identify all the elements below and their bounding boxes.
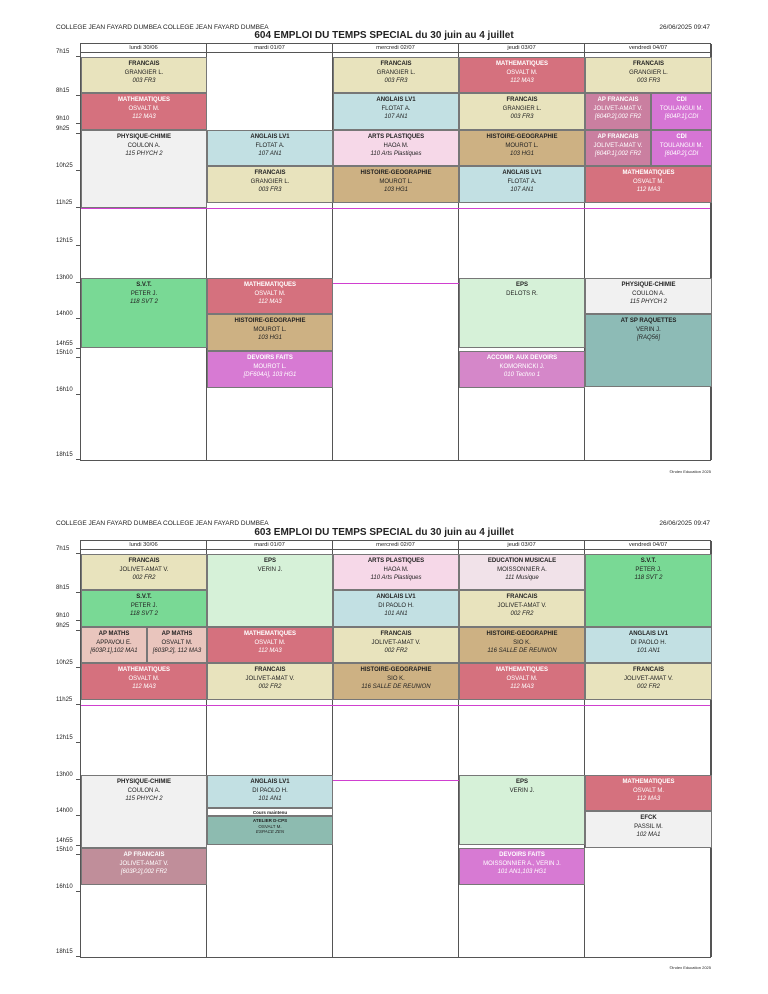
lesson-subject: CDI [676,97,687,103]
lesson-teacher: JOLIVET-AMAT V. [497,602,547,609]
lesson-cell[interactable] [333,130,459,166]
time-tick [76,245,80,246]
lesson-cell[interactable] [459,627,585,663]
lesson-teacher: PASSIL M. [634,823,663,830]
day-header: vendredi 04/07 [585,541,712,550]
lesson-subject: MATHEMATIQUES [622,170,675,176]
lesson-room: 002 FR2 [510,611,534,617]
lesson-cell[interactable] [207,314,333,351]
lesson-room: 112 MA3 [510,78,534,84]
school-name: COLLEGE JEAN FAYARD DUMBEA COLLEGE JEAN FAYARD DUMBEA [56,520,269,527]
page-title: 603 EMPLOI DU TEMPS SPECIAL du 30 juin au 4 juillet [254,527,514,538]
lesson-room: 107 AN1 [258,151,282,157]
lesson-cell[interactable] [333,93,459,130]
lesson-cell[interactable] [585,627,712,663]
time-label: 14h55 [56,838,73,844]
lesson-subject: ACCOMP. AUX DEVOIRS [486,355,558,361]
lesson-room: 115 PHYCH 2 [125,796,163,802]
lesson-cell[interactable] [333,554,459,590]
lesson-teacher: VERIN J. [509,787,535,794]
time-tick [76,630,80,631]
lesson-room: 003 FR3 [258,187,282,193]
day-header: jeudi 03/07 [459,541,585,550]
lesson-subject: ARTS PLASTIQUES [367,134,425,140]
lesson-teacher: GRANGIER L. [124,69,164,76]
lesson-room: 116 SALLE DE REUNION [487,648,557,654]
lesson-subject: AP FRANCAIS [123,852,165,858]
lesson-teacher: FLOTAT A. [255,142,285,149]
time-label: 9h25 [56,623,70,629]
lesson-subject: PHYSIQUE-CHIMIE [116,134,171,140]
lesson-room: 002 FR2 [132,575,156,581]
lesson-cell[interactable] [459,166,585,203]
lesson-room: ESPACE ZEN [255,829,285,834]
time-tick [76,394,80,395]
lesson-cell[interactable] [585,811,712,848]
lesson-subject: ANGLAIS LV1 [250,134,290,140]
timetable-grid [80,43,711,461]
lesson-teacher: COULON A. [632,290,665,297]
lesson-cell[interactable] [585,57,712,93]
lesson-teacher: DELOTS R. [506,290,538,297]
lesson-cell[interactable] [81,57,207,93]
lesson-teacher: GRANGIER L. [629,69,668,76]
lesson-teacher: APPAVOU E. [96,639,132,646]
lesson-subject: AT SP RAQUETTES [620,318,677,324]
lesson-cell[interactable] [459,130,585,166]
day-column [207,53,333,460]
lesson-teacher: DI PAOLO H. [630,639,667,646]
lesson-room: 002 FR2 [384,648,408,654]
lesson-teacher: OSVALT M. [128,105,160,112]
lesson-room: [604P.2],002 FR2 [594,114,642,120]
time-tick [76,459,80,460]
lesson-cell[interactable] [207,816,333,845]
lesson-room: [604P.1],002 FR2 [594,151,642,157]
lesson-room: 101 AN1,103 HG1 [497,869,547,875]
lesson-teacher: SIO K. [387,675,405,682]
time-label: 7h15 [56,49,70,55]
lesson-teacher: MOUROT L. [253,363,287,370]
lesson-cell[interactable] [585,663,712,700]
lesson-teacher: PETER J. [130,290,158,297]
timetable-grid [80,540,711,958]
time-tick [76,891,80,892]
lesson-room: 118 SVT 2 [634,575,663,581]
lesson-cell[interactable] [459,278,585,348]
lesson-teacher: JOLIVET-AMAT V. [624,675,673,682]
lesson-subject: HISTOIRE-GEOGRAPHIE [234,318,306,324]
lesson-cell[interactable] [207,775,333,808]
time-label: 7h15 [56,546,70,552]
lesson-cell[interactable] [651,93,712,130]
lesson-teacher: MOUROT L. [505,142,539,149]
time-tick [76,123,80,124]
time-label: 15h10 [56,847,73,853]
lesson-subject: FRANCAIS [380,631,412,637]
lesson-cell[interactable] [207,166,333,203]
lesson-subject: EFCK [640,815,657,821]
lesson-teacher: OSVALT M. [254,290,286,297]
lesson-subject: EPS [515,282,528,288]
time-label: 9h25 [56,126,70,132]
time-label: 14h00 [56,311,73,317]
lesson-subject: AP MATHS [161,631,193,637]
time-tick [76,620,80,621]
lesson-subject: ANGLAIS LV1 [376,97,416,103]
lesson-teacher: PETER J. [635,566,662,573]
footer-copyright: ©Index Education 2025 [669,965,711,970]
lesson-teacher: MOISSONNIER A., VERIN J. [483,860,561,867]
lesson-cell[interactable] [459,351,585,388]
lesson-cell[interactable] [585,554,712,627]
lesson-teacher: JOLIVET-AMAT V. [245,675,295,682]
lesson-teacher: SIO K. [513,639,531,646]
lesson-subject: PHYSIQUE-CHIMIE [116,779,171,785]
lesson-subject: EDUCATION MUSICALE [487,558,557,564]
print-date: 26/06/2025 09:47 [659,520,710,527]
lesson-subject: MATHEMATIQUES [495,667,549,673]
time-tick [76,779,80,780]
lesson-cell[interactable] [333,57,459,93]
lesson-subject: MATHEMATIQUES [243,631,297,637]
lesson-cell[interactable] [585,775,712,811]
lesson-teacher: HAOA M. [383,142,409,149]
lesson-room: 110 Arts Plastiques [370,575,422,581]
lesson-room: [RAQ56] [636,335,660,341]
time-tick [76,553,80,554]
lesson-room: 112 MA3 [510,684,534,690]
time-tick [76,357,80,358]
lesson-room: 112 MA3 [132,684,156,690]
lesson-cell[interactable] [207,554,333,627]
lesson-cell[interactable] [333,627,459,663]
lesson-subject: MATHEMATIQUES [117,97,171,103]
lesson-subject: MATHEMATIQUES [117,667,171,673]
lesson-subject: FRANCAIS [633,61,664,67]
time-label: 12h15 [56,735,73,741]
lesson-room: 002 FR2 [258,684,282,690]
lesson-teacher: HAOA M. [383,566,409,573]
footer-copyright: ©Index Education 2025 [669,469,711,474]
lesson-cell[interactable] [81,554,207,590]
day-header: lundi 30/06 [81,44,207,53]
lesson-room: 003 FR3 [384,78,408,84]
lesson-subject: ANGLAIS LV1 [376,594,416,600]
lesson-cell[interactable] [585,166,712,203]
lesson-room: [604P.2],CDI [664,151,699,157]
lesson-subject: MATHEMATIQUES [495,61,549,67]
lesson-cell[interactable] [459,554,585,590]
time-label: 14h55 [56,341,73,347]
lesson-cell[interactable] [81,590,207,627]
lesson-teacher: OSVALT M. [258,823,282,829]
time-label: 16h10 [56,387,73,393]
time-tick [76,95,80,96]
lesson-room: 112 MA3 [132,114,156,120]
lesson-room: [604P.1],CDI [664,114,699,120]
lesson-subject: AP FRANCAIS [597,134,639,140]
day-header: lundi 30/06 [81,541,207,550]
lesson-subject: S.V.T. [136,594,152,600]
lesson-teacher: OSVALT M. [506,675,538,682]
lesson-subject: MATHEMATIQUES [243,282,297,288]
lesson-teacher: GRANGIER L. [250,178,290,185]
lesson-cell[interactable] [81,627,147,663]
lesson-cell[interactable] [585,278,712,314]
lesson-room: 101 AN1 [636,648,661,654]
lesson-teacher: TOULANGUI M. [659,142,704,149]
lesson-teacher: OSVALT M. [161,639,193,646]
lesson-room: 101 AN1 [384,611,408,617]
lesson-teacher: VERIN J. [257,566,283,573]
day-header: vendredi 04/07 [585,44,712,53]
lesson-room: 118 SVT 2 [130,299,158,305]
time-tick [76,170,80,171]
lesson-subject: FRANCAIS [633,667,664,673]
lesson-cell[interactable] [81,848,207,885]
lesson-subject: S.V.T. [640,558,657,564]
lesson-room: 003 FR3 [132,78,156,84]
lesson-cell[interactable] [333,590,459,627]
lesson-subject: CDI [676,134,687,140]
lesson-room: [603P.2],002 FR2 [120,869,168,875]
lesson-teacher: JOLIVET-AMAT V. [119,566,169,573]
lesson-subject: HISTOIRE-GEOGRAPHIE [360,170,432,176]
lesson-room: 107 AN1 [384,114,408,120]
time-label: 16h10 [56,884,73,890]
lesson-cell[interactable] [147,627,207,663]
lesson-room: 115 PHYCH 2 [125,151,163,157]
time-tick [76,207,80,208]
lesson-subject: AP MATHS [98,631,130,637]
lesson-teacher: KOMORNICKI J. [499,363,545,370]
lesson-teacher: OSVALT M. [632,787,664,794]
day-header: mercredi 02/07 [333,44,459,53]
lesson-room: 101 AN1 [258,796,282,802]
lesson-subject: FRANCAIS [128,61,160,67]
time-label: 11h25 [56,200,73,206]
lesson-subject: Cours maintenu [252,810,288,815]
lesson-teacher: COULON A. [127,787,161,794]
lesson-cell[interactable] [333,663,459,700]
lesson-teacher: OSVALT M. [632,178,664,185]
lesson-subject: FRANCAIS [506,594,538,600]
lesson-cell[interactable] [459,663,585,700]
lesson-cell[interactable] [207,808,333,816]
time-tick [76,704,80,705]
time-label: 15h10 [56,350,73,356]
time-label: 18h15 [56,452,73,458]
lesson-teacher: FLOTAT A. [507,178,537,185]
lesson-teacher: MOUROT L. [379,178,413,185]
lesson-room: 002 FR2 [636,684,660,690]
time-label: 8h15 [56,88,70,94]
lesson-teacher: JOLIVET-AMAT V. [593,105,643,112]
lesson-subject: DEVOIRS FAITS [247,355,293,361]
lesson-cell[interactable] [585,93,651,130]
lesson-cell[interactable] [459,93,585,130]
lesson-room: 111 Musique [505,575,539,581]
lesson-subject: ANGLAIS LV1 [250,779,290,785]
lesson-subject: HISTOIRE-GEOGRAPHIE [486,134,558,140]
lesson-subject: DEVOIRS FAITS [499,852,545,858]
lesson-room: 107 AN1 [510,187,534,193]
lesson-subject: FRANCAIS [380,61,412,67]
lesson-room: [DF604A], 103 HG1 [243,372,297,378]
lesson-cell[interactable] [81,663,207,700]
lesson-teacher: JOLIVET-AMAT V. [593,142,643,149]
time-tick [76,592,80,593]
lesson-teacher: MOISSONNIER A. [497,566,547,573]
lesson-room: 112 MA3 [636,796,661,802]
lesson-teacher: OSVALT M. [128,675,160,682]
lesson-room: 102 MA1 [636,832,661,838]
time-tick [76,845,80,846]
lesson-room: 103 HG1 [383,187,408,193]
lesson-subject: MATHEMATIQUES [622,779,675,785]
lesson-room: 103 HG1 [509,151,534,157]
lesson-cell[interactable] [81,130,207,208]
time-label: 10h25 [56,660,73,666]
time-label: 9h10 [56,613,70,619]
lesson-room: 112 MA3 [258,299,282,305]
lesson-cell[interactable] [585,314,712,387]
time-tick [76,348,80,349]
day-header: mercredi 02/07 [333,541,459,550]
lesson-subject: HISTOIRE-GEOGRAPHIE [360,667,432,673]
lesson-subject: ATELIER D-CPS [252,818,288,823]
time-tick [76,282,80,283]
lesson-cell[interactable] [81,278,207,348]
lesson-cell[interactable] [207,351,333,388]
lesson-teacher: PETER J. [130,602,158,609]
time-label: 14h00 [56,808,73,814]
lesson-teacher: TOULANGUI M. [659,105,704,112]
lesson-room: 103 HG1 [257,335,282,341]
lesson-room: 118 SVT 2 [130,611,158,617]
lesson-teacher: MOUROT L. [253,326,287,333]
lesson-room: [603P.2], 112 MA3 [152,648,202,654]
lesson-subject: ARTS PLASTIQUES [367,558,425,564]
time-label: 11h25 [56,697,73,703]
lesson-room: 112 MA3 [258,648,282,654]
lesson-teacher: FLOTAT A. [381,105,411,112]
lesson-subject: S.V.T. [136,282,152,288]
time-tick [76,742,80,743]
lesson-subject: FRANCAIS [254,170,286,176]
lesson-room: 003 FR3 [510,114,534,120]
time-tick [76,815,80,816]
day-header: mardi 01/07 [207,541,333,550]
lesson-teacher: DI PAOLO H. [378,602,414,609]
lesson-cell[interactable] [207,663,333,700]
lesson-subject: PHYSIQUE-CHIMIE [621,282,676,288]
lesson-teacher: JOLIVET-AMAT V. [371,639,421,646]
lesson-teacher: GRANGIER L. [376,69,416,76]
lesson-cell[interactable] [81,93,207,130]
time-tick [76,667,80,668]
lesson-cell[interactable] [207,278,333,314]
lesson-teacher: OSVALT M. [506,69,538,76]
lesson-subject: ANGLAIS LV1 [502,170,542,176]
hour-line [81,208,710,209]
time-label: 9h10 [56,116,70,122]
lesson-teacher: COULON A. [127,142,161,149]
time-tick [76,318,80,319]
time-label: 13h00 [56,772,73,778]
lesson-cell[interactable] [459,590,585,627]
time-label: 10h25 [56,163,73,169]
page-title: 604 EMPLOI DU TEMPS SPECIAL du 30 juin au 4 juillet [254,30,514,41]
hour-line [81,705,710,706]
time-tick [76,133,80,134]
time-tick [76,854,80,855]
time-tick [76,56,80,57]
lesson-cell[interactable] [81,775,207,848]
time-label: 8h15 [56,585,70,591]
school-name: COLLEGE JEAN FAYARD DUMBEA COLLEGE JEAN FAYARD DUMBEA [56,24,269,31]
time-label: 18h15 [56,949,73,955]
lesson-cell[interactable] [459,848,585,885]
lesson-subject: HISTOIRE-GEOGRAPHIE [486,631,558,637]
lesson-cell[interactable] [207,130,333,166]
lesson-subject: EPS [263,558,276,564]
time-tick [76,956,80,957]
lesson-room: 010 Techno 1 [503,372,541,378]
lesson-cell[interactable] [333,166,459,203]
lesson-subject: AP FRANCAIS [597,97,639,103]
lesson-subject: FRANCAIS [506,97,538,103]
lesson-subject: EPS [515,779,528,785]
lesson-teacher: VERIN J. [636,326,661,333]
lesson-teacher: GRANGIER L. [502,105,542,112]
day-header: mardi 01/07 [207,44,333,53]
lesson-subject: ANGLAIS LV1 [628,631,669,637]
lesson-teacher: DI PAOLO H. [252,787,288,794]
lesson-room: 110 Arts Plastiques [370,151,422,157]
lesson-subject: FRANCAIS [128,558,160,564]
lesson-teacher: JOLIVET-AMAT V. [119,860,169,867]
time-label: 13h00 [56,275,73,281]
lesson-room: 116 SALLE DE REUNION [361,684,431,690]
lesson-cell[interactable] [459,57,585,93]
lesson-room: 115 PHYCH 2 [629,299,668,305]
day-header: jeudi 03/07 [459,44,585,53]
lesson-cell[interactable] [207,627,333,663]
lesson-cell[interactable] [651,130,712,166]
lesson-room: 003 FR3 [636,78,660,84]
print-date: 26/06/2025 09:47 [659,24,710,31]
lesson-cell[interactable] [459,775,585,845]
lesson-cell[interactable] [585,130,651,166]
time-label: 12h15 [56,238,73,244]
lesson-teacher: OSVALT M. [254,639,286,646]
lesson-room: 112 MA3 [636,187,661,193]
lesson-room: [603P.1],102 MA1 [90,648,138,654]
lesson-subject: FRANCAIS [254,667,286,673]
